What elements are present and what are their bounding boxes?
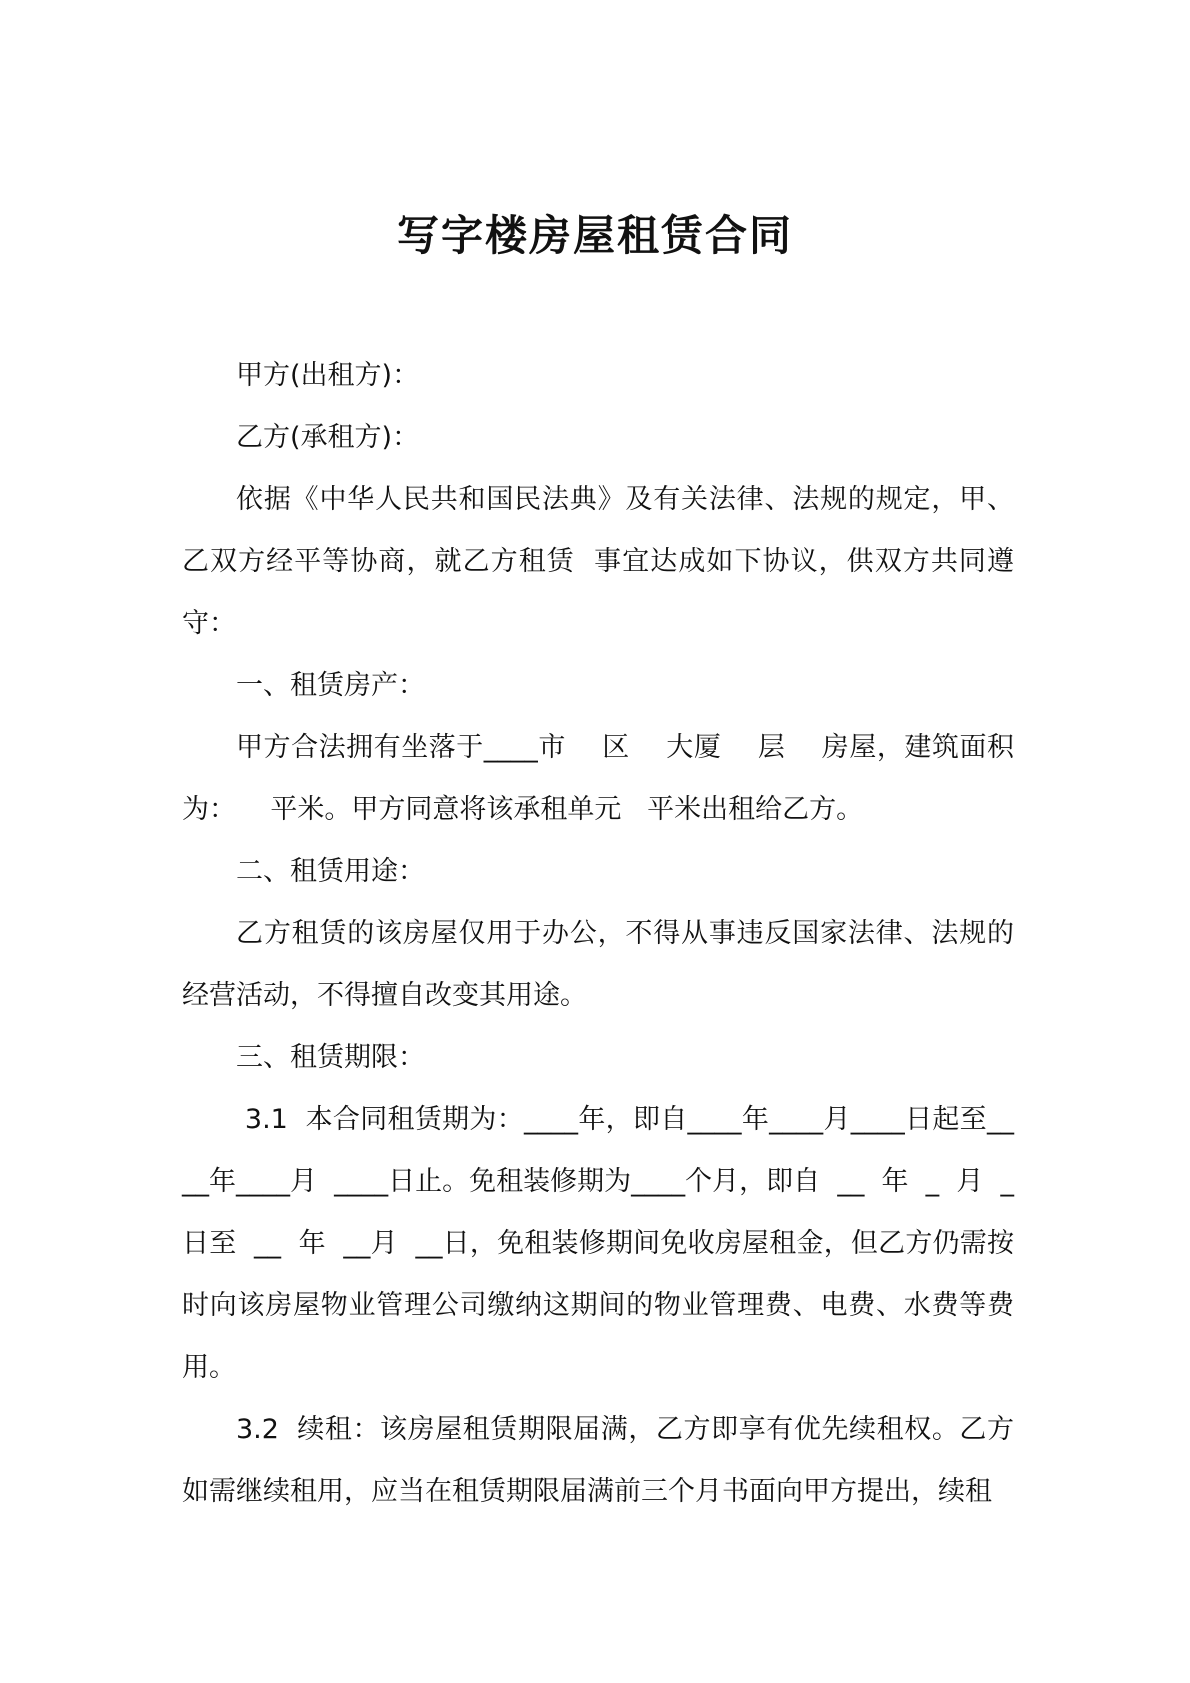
- preamble-paragraph: 依据《中华人民共和国民法典》及有关法律、法规的规定，甲、乙双方经平等协商，就乙方租赁 事宜达成如下协议，供双方共同遵守：: [182, 484, 1014, 639]
- section-heading-leased-property: 一、租赁房产：: [236, 670, 425, 701]
- party-b-line: 乙方(承租方)：: [236, 422, 420, 453]
- lease-purpose-paragraph: 乙方租赁的该房屋仅用于办公，不得从事违反国家法律、法规的经营活动，不得擅自改变其用途。: [182, 918, 1014, 1011]
- document-body: [182, 345, 1032, 1523]
- section-heading-lease-term: 三、租赁期限：: [236, 1042, 425, 1073]
- leased-property-paragraph: 甲方合法拥有坐落于____市 区 大厦 层 房屋，建筑面积为： 平米。甲方同意将该承租单元 平米出租给乙方。: [182, 732, 1014, 825]
- party-a-line: 甲方(出租方)：: [236, 360, 420, 391]
- lease-renewal-clause-3-2: 3.2 续租：该房屋租赁期限届满，乙方即享有优先续租权。乙方如需继续租用，应当在租赁期限届满前三个月书面向甲方提出，续租: [182, 1414, 1014, 1507]
- document-title: 写字楼房屋租赁合同: [396, 211, 793, 260]
- lease-term-clause-3-1: 3.1 本合同租赁期为：____年，即自____年____月____日起至____年____月 ____日止。免租装修期为____个月，即自 __ 年 _ 月 _ 日至 __ 年 __月 __日，免租装修期间免收房屋租金，但乙方仍需按时向该房屋物业管理公司缴纳这期间的物业管理费、电费、水费等费用。: [182, 1104, 1032, 1383]
- section-heading-lease-purpose: 二、租赁用途：: [236, 856, 425, 887]
